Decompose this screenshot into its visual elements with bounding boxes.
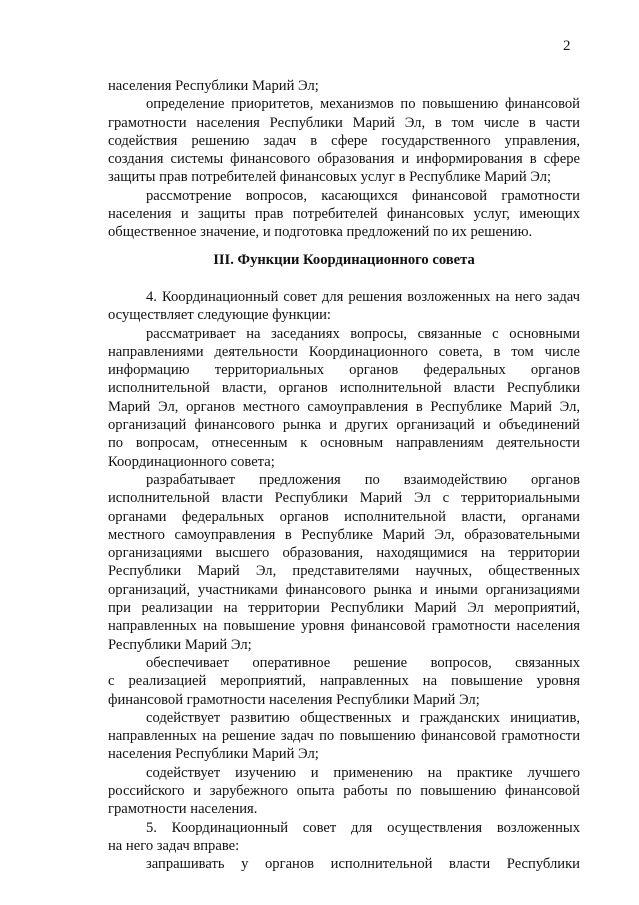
text-line: грамотности населения.: [108, 801, 258, 818]
text-line: 5. Координационный совет для осуществления возложенных: [146, 819, 580, 836]
text-line: информацию территориальных органов федеральных органов: [108, 362, 580, 379]
text-line: Координационного совета;: [108, 453, 275, 470]
text-line: с реализацией мероприятий, направленных на повышение уровня: [108, 673, 580, 690]
section-3-body: [108, 288, 580, 874]
text-line: Республики Марий Эл, представителями научных, общественных: [108, 563, 580, 580]
text-line: содействия решению задач в сфере государственного управления,: [108, 132, 580, 149]
text-line: организациями высшего образования, находящимися на территории: [108, 545, 580, 562]
text-line: направленных на решение задач по повышению финансовой грамотности: [108, 728, 580, 745]
text-line: 4. Координационный совет для решения возложенных на него задач: [146, 289, 580, 305]
text-line: осуществляет следующие функции:: [108, 307, 331, 324]
text-line: направлениями деятельности Координационного совета, в том числе: [108, 343, 580, 360]
text-line: обеспечивает оперативное решение вопросов, связанных: [146, 654, 580, 671]
text-line: населения и защиты прав потребителей финансовых услуг, имеющих: [108, 206, 580, 223]
text-line: содействует изучению и применению на практике лучшего: [146, 764, 580, 781]
text-line: исполнительной власти Республики Марий Эл с территориальными: [108, 490, 580, 507]
text-line: Марий Эл, органов местного самоуправления в Республике Марий Эл,: [108, 398, 580, 415]
text-line: содействует развитию общественных и гражданских инициатив,: [146, 709, 580, 726]
text-line: местного самоуправления в Республике Марий Эл, образовательными: [108, 526, 580, 543]
text-line: защиты прав потребителей финансовых услуг в Республике Марий Эл;: [108, 169, 552, 186]
text-line: населения Республики Марий Эл;: [108, 78, 319, 94]
page-number: 2: [563, 38, 571, 54]
text-line: определение приоритетов, механизмов по повышению финансовой: [146, 96, 580, 113]
section-heading: III. Функции Координационного совета: [213, 252, 475, 268]
text-line: исполнительной власти, органов исполнительной власти Республики: [108, 380, 580, 397]
text-line: рассмотрение вопросов, касающихся финансовой грамотности: [146, 187, 580, 204]
text-line: по вопросам, отнесенным к основным направлениям деятельности: [108, 435, 580, 452]
text-line: организаций, участниками финансового рынка и иными организациями: [108, 581, 580, 598]
text-line: грамотности населения Республики Марий Эл, в том числе в части: [108, 114, 580, 131]
text-line: органами федеральных органов исполнительной власти, органами: [108, 508, 580, 525]
text-line: запрашивать у органов исполнительной власти Республики: [146, 856, 580, 873]
text-line: финансовой грамотности населения Республики Марий Эл;: [108, 691, 480, 708]
text-line: общественное значение, и подготовка предложений по их решению.: [108, 224, 533, 241]
text-line: рассматривает на заседаниях вопросы, связанные с основными: [146, 325, 580, 342]
text-line: российского и зарубежного опыта работы по повышению финансовой: [108, 783, 580, 800]
text-line: на него задач вправе:: [108, 837, 240, 854]
text-line: организаций финансового рынка и других организаций и объединений: [108, 417, 580, 434]
text-line: населения Республики Марий Эл;: [108, 746, 319, 763]
text-line: разрабатывает предложения по взаимодействию органов: [146, 471, 580, 488]
text-line: Республики Марий Эл;: [108, 636, 252, 653]
text-line: направленных на повышение уровня финансовой грамотности населения: [108, 618, 580, 635]
text-line: создания системы финансового образования и информирования в сфере: [108, 151, 580, 168]
section-2-continuation: [108, 77, 580, 242]
text-line: при реализации на территории Республики Марий Эл мероприятий,: [108, 600, 580, 617]
